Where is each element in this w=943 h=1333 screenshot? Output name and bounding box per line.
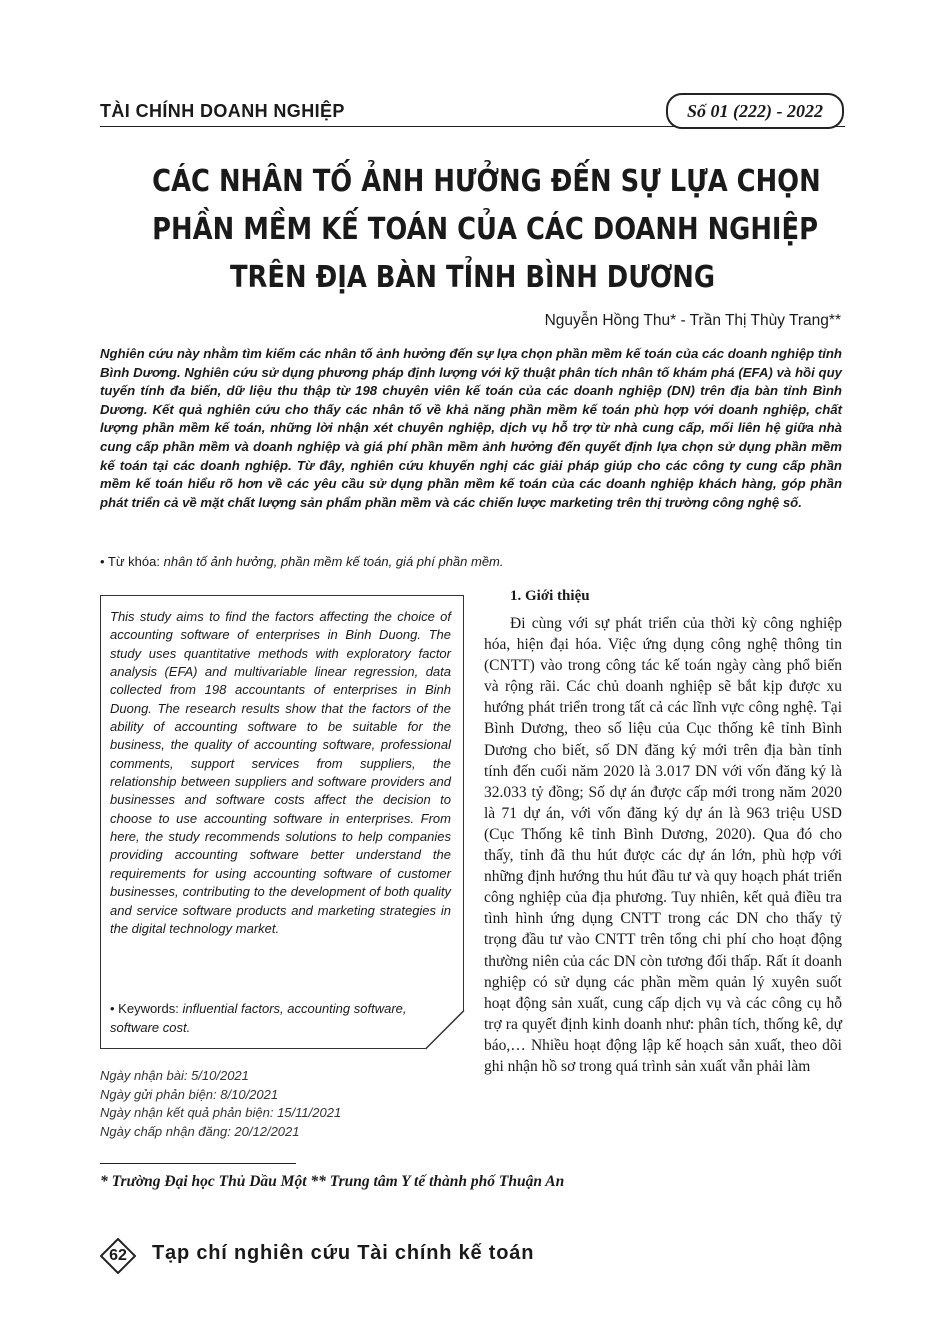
title-line-1: CÁC NHÂN TỐ ẢNH HƯỞNG ĐẾN SỰ LỰA CHỌN (152, 164, 821, 199)
title-line-3: TRÊN ĐỊA BÀN TỈNH BÌNH DƯƠNG (229, 260, 716, 295)
keywords-en (110, 1000, 430, 1037)
keywords-en-value: influential factors, accounting software, software cost. (110, 1001, 407, 1035)
submission-dates (100, 1067, 341, 1142)
authors: Nguyễn Hồng Thu* - Trần Thị Thùy Trang** (544, 312, 841, 329)
journal-name: Tạp chí nghiên cứu Tài chính kế toán (152, 1242, 535, 1264)
issue-badge (666, 93, 844, 129)
keywords-vi-label: • Từ khóa: (100, 554, 160, 569)
date-accepted: Ngày chấp nhận đăng: 20/12/2021 (100, 1124, 300, 1140)
page-number: 62 (109, 1247, 127, 1264)
date-sent-review: Ngày gửi phản biện: 8/10/2021 (100, 1086, 279, 1102)
intro-body (484, 613, 842, 1077)
section-heading-intro: 1. Giới thiệu (510, 588, 590, 604)
date-review-result: Ngày nhận kết quả phản biện: 15/11/2021 (100, 1105, 342, 1121)
keywords-en-label: • Keywords: (110, 1001, 179, 1016)
abstract-en: This study aims to find the factors affecting the choice of accounting software of enterprises in Binh Duong. The study uses quantitative methods with exploratory factor analysis (EFA) and multivariable linear regression, data collected from 198 accountants of enterprises in Binh Duong. The research results show that the factors of the ability of accounting software to be suitable for the business, the quality of accounting software, professional comments, support services from suppliers, the relationship between suppliers and software providers and businesses and software costs affect the decision to choose to use accounting software in enterprises. From here, the study recommends solutions to help companies providing accounting software better understand the requirements for using accounting software of customer businesses, contributing to the development of both quality and service software products and marketing strategies in the digital technology market. (110, 609, 451, 936)
date-received: Ngày nhận bài: 5/10/2021 (100, 1068, 249, 1083)
article-title (152, 158, 821, 302)
intro-paragraph: Đi cùng với sự phát triển của thời kỳ công nghiệp hóa, hiện đại hóa. Việc ứng dụng công nghệ thông tin (CNTT) vào trong công tác kế toán ngày càng phổ biến và rộng rãi. Các chủ doanh nghiệp sẽ bắt kịp được xu hướng phát triển trong tất cả các lĩnh vực công nghệ. Tại Bình Dương, theo số liệu của Cục thống kê tỉnh Bình Dương cho biết, số DN đăng ký mới trên địa bàn tỉnh tính đến cuối năm 2020 là 3.017 DN với vốn đăng ký là 32.033 tỷ đồng; Số dự án được cấp mới trong năm 2020 là 71 dự án, với vốn đăng ký dự án là 963 triệu USD (Cục Thống kê tỉnh Bình Dương, 2020). Qua đó cho thấy, tỉnh đã thu hút được các dự án lớn, phù hợp với những định hướng thu hút đầu tư và quy hoạch phát triển công nghiệp của địa phương. Tuy nhiên, kết quả điều tra tình hình ứng dụng CNTT trong các DN cho thấy tỷ trọng đầu tư vào CNTT trên tổng chi phí cho hoạt động thường niên của các DN còn tương đối thấp. Rất ít doanh nghiệp có sử dụng các phần mềm quản lý xuyên suốt hoạt động sản xuất, cung cấp dịch vụ và các công cụ hỗ trợ ra quyết định kinh doanh như: phân tích, thống kê, dự báo,… Nhiều hoạt động lập kế hoạch sản xuất, theo dõi ghi nhận hồ sơ trong quá trình sản xuất vẫn phải làm (484, 615, 842, 1075)
keywords-vi-value: nhân tố ảnh hưởng, phần mềm kế toán, giá phí phần mềm. (163, 554, 504, 569)
footnote-rule (100, 1163, 296, 1164)
box-corner-fold (425, 1010, 465, 1050)
keywords-vi (100, 554, 504, 569)
section-label: TÀI CHÍNH DOANH NGHIỆP (100, 101, 345, 121)
title-line-2: PHẦN MỀM KẾ TOÁN CỦA CÁC DOANH NGHIỆP (152, 212, 819, 247)
affiliation-footnote: * Trường Đại học Thủ Dầu Một ** Trung tâm Y tế thành phố Thuận An (100, 1173, 565, 1190)
issue-text: Số 01 (222) - 2022 (687, 100, 823, 121)
abstract-vi: Nghiên cứu này nhằm tìm kiếm các nhân tố ảnh hưởng đến sự lựa chọn phần mềm kế toán của các doanh nghiệp tỉnh Bình Dương. Nghiên cứu sử dụng phương pháp định lượng với kỹ thuật phân tích nhân tố khám phá (EFA) và hồi quy tuyến tính đa biến, dữ liệu thu thập từ 198 chuyên viên kế toán của các doanh nghiệp (DN) trên địa bàn tỉnh Bình Dương. Kết quả nghiên cứu cho thấy các nhân tố về khả năng phần mềm kế toán phù hợp với doanh nghiệp, chất lượng phần mềm kế toán, những lời nhận xét chuyên nghiệp, dịch vụ hỗ trợ từ nhà cung cấp, mối liên hệ giữa nhà cung cấp phần mềm và doanh nghiệp và giá phí phần mềm ảnh hưởng đến quyết định lựa chọn sử dụng phần mềm kế toán tại các doanh nghiệp. Từ đây, nghiên cứu khuyến nghị các giải pháp giúp cho các công ty cung cấp phần mềm kế toán hiểu rõ hơn về các yêu cầu sử dụng phần mềm kế toán của các doanh nghiệp khách hàng, góp phần phát triển cả về mặt chất lượng sản phẩm phần mềm và các chiến lược marketing trên thị trường công nghệ số. (100, 346, 842, 510)
